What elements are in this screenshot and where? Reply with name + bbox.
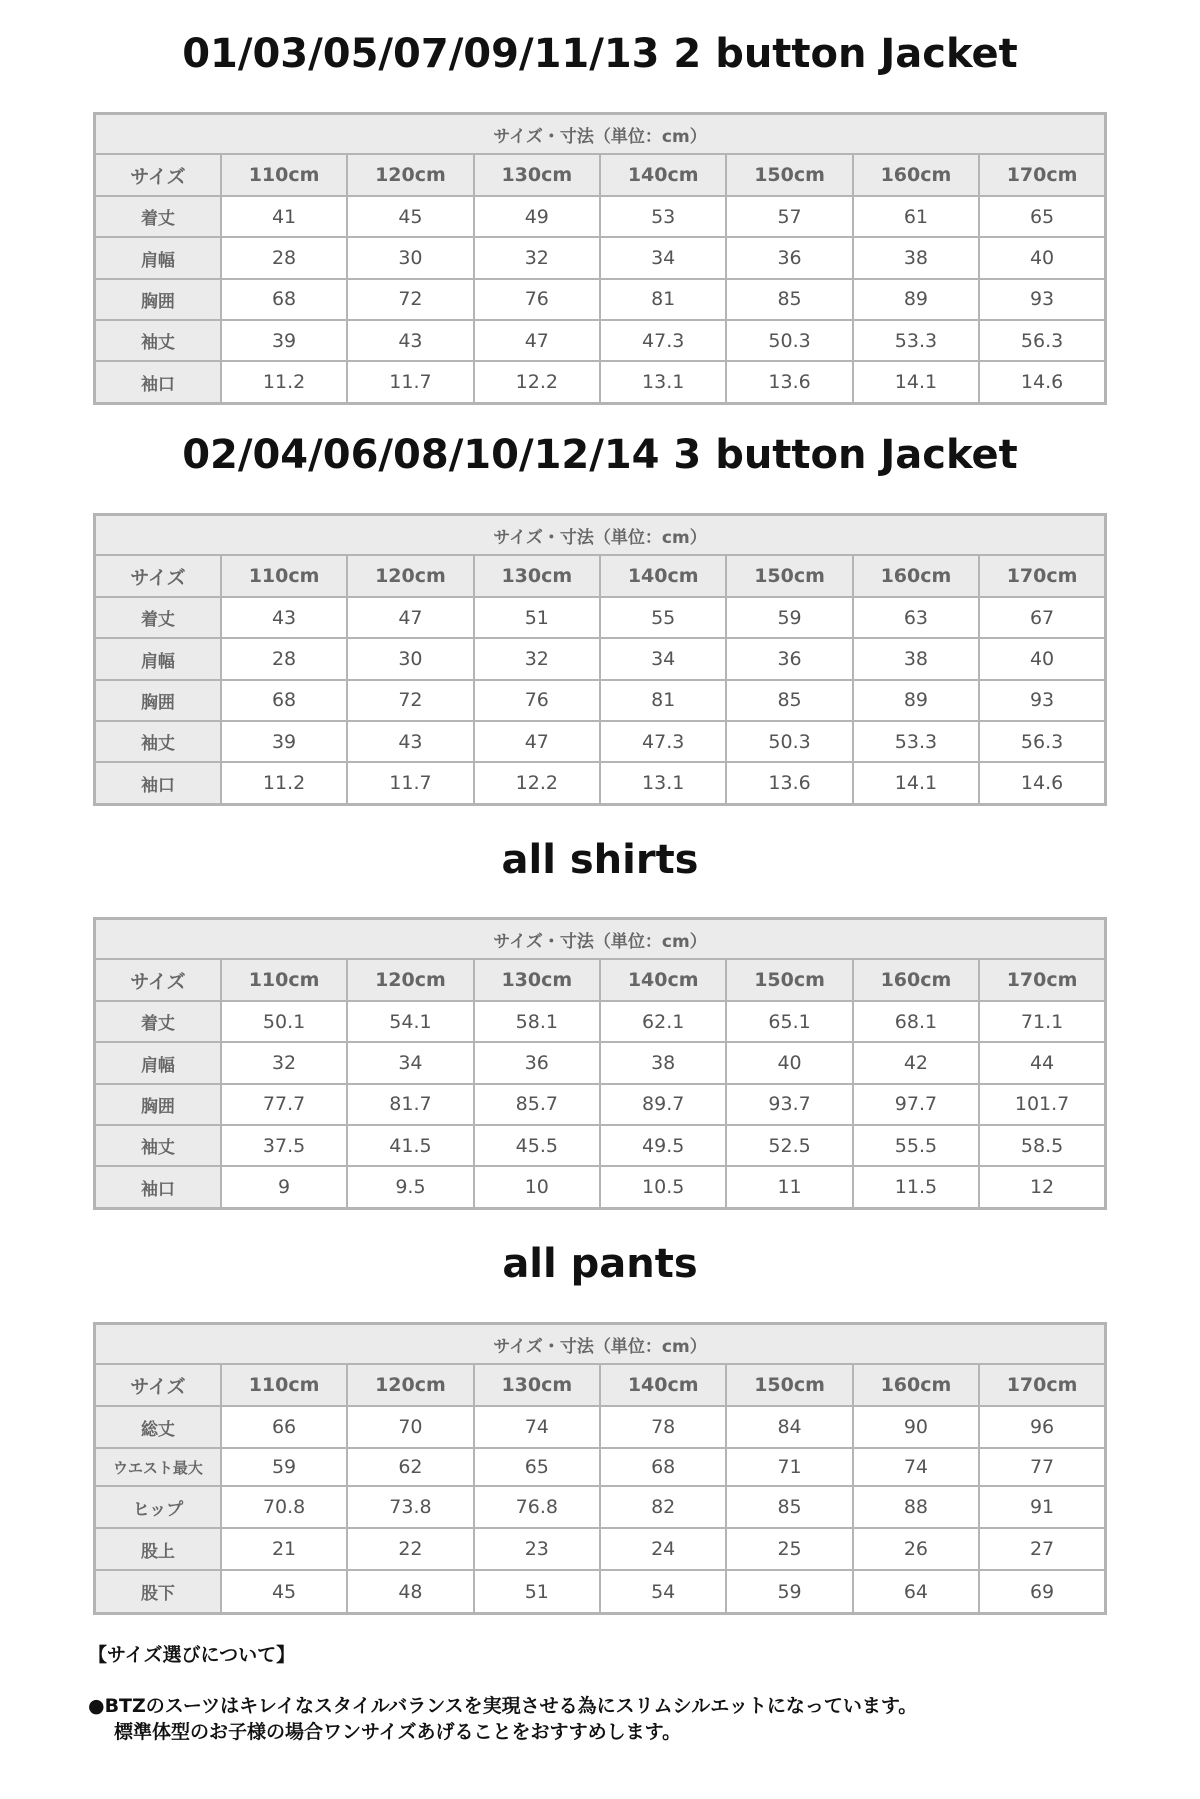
table-row	[95, 721, 1106, 762]
table-caption: サイズ・寸法（単位：cm）	[95, 114, 1106, 155]
size-table	[93, 112, 1107, 405]
table-cell: 69	[979, 1570, 1105, 1613]
size-col-header: 150cm	[726, 154, 852, 196]
notes-line: ●BTZのスーツはキレイなスタイルバランスを実現させる為にスリムシルエットになっています。	[88, 1695, 918, 1717]
table-row	[95, 1001, 1106, 1042]
table-cell: 24	[600, 1528, 726, 1570]
size-col-header: 170cm	[979, 154, 1105, 196]
table-cell: 11.2	[221, 361, 347, 403]
section-title: 02/04/06/08/10/12/14 3 button Jacket	[182, 432, 1018, 478]
row-label: 袖丈	[95, 320, 221, 361]
table-cell: 40	[979, 237, 1105, 278]
table-cell: 62.1	[600, 1001, 726, 1042]
row-label: 袖丈	[95, 1125, 221, 1166]
size-col-header: 120cm	[347, 154, 473, 196]
table-cell: 76	[474, 680, 600, 721]
table-cell: 85	[726, 680, 852, 721]
table-cell: 34	[600, 638, 726, 679]
table-cell: 51	[474, 597, 600, 638]
table-cell: 11.7	[347, 762, 473, 804]
table-cell: 30	[347, 237, 473, 278]
table-cell: 55.5	[853, 1125, 979, 1166]
table-cell: 53.3	[853, 320, 979, 361]
table-cell: 23	[474, 1528, 600, 1570]
table-cell: 37.5	[221, 1125, 347, 1166]
table-cell: 58.5	[979, 1125, 1105, 1166]
table-cell: 45.5	[474, 1125, 600, 1166]
table-row	[95, 1125, 1106, 1166]
size-header-label: サイズ	[95, 1364, 221, 1406]
table-cell: 70.8	[221, 1486, 347, 1528]
table-cell: 14.6	[979, 361, 1105, 403]
size-col-header: 150cm	[726, 959, 852, 1001]
notes-line: 標準体型のお子様の場合ワンサイズあげることをおすすめします。	[114, 1721, 682, 1743]
size-header-row	[95, 1364, 1106, 1406]
size-header-row	[95, 555, 1106, 597]
table-cell: 72	[347, 680, 473, 721]
table-cell: 48	[347, 1570, 473, 1613]
table-cell: 91	[979, 1486, 1105, 1528]
table-cell: 96	[979, 1406, 1105, 1448]
row-label: 袖丈	[95, 721, 221, 762]
table-cell: 14.6	[979, 762, 1105, 804]
table-cell: 38	[853, 237, 979, 278]
table-cell: 85	[726, 1486, 852, 1528]
table-row	[95, 361, 1106, 403]
table-cell: 93	[979, 279, 1105, 320]
table-cell: 53.3	[853, 721, 979, 762]
table-cell: 39	[221, 721, 347, 762]
size-col-header: 140cm	[600, 1364, 726, 1406]
row-label: 肩幅	[95, 638, 221, 679]
table-cell: 81.7	[347, 1084, 473, 1125]
size-col-header: 130cm	[474, 555, 600, 597]
size-header-row	[95, 154, 1106, 196]
table-cell: 49.5	[600, 1125, 726, 1166]
table-cell: 50.3	[726, 721, 852, 762]
table-cell: 13.1	[600, 361, 726, 403]
table-cell: 56.3	[979, 721, 1105, 762]
table-cell: 36	[474, 1042, 600, 1083]
table-cell: 81	[600, 279, 726, 320]
size-col-header: 170cm	[979, 959, 1105, 1001]
table-cell: 59	[726, 597, 852, 638]
table-cell: 59	[221, 1448, 347, 1486]
row-label: ヒップ	[95, 1486, 221, 1528]
table-cell: 85.7	[474, 1084, 600, 1125]
table-cell: 93.7	[726, 1084, 852, 1125]
table-cell: 101.7	[979, 1084, 1105, 1125]
table-cell: 11.2	[221, 762, 347, 804]
table-cell: 55	[600, 597, 726, 638]
table-cell: 57	[726, 196, 852, 237]
table-cell: 66	[221, 1406, 347, 1448]
size-header-row	[95, 959, 1106, 1001]
table-cell: 11.7	[347, 361, 473, 403]
table-cell: 36	[726, 638, 852, 679]
table-row	[95, 597, 1106, 638]
table-cell: 40	[979, 638, 1105, 679]
table-cell: 10.5	[600, 1166, 726, 1208]
row-label: 胸囲	[95, 279, 221, 320]
table-caption: サイズ・寸法（単位：cm）	[95, 1324, 1106, 1365]
row-label: 股上	[95, 1528, 221, 1570]
table-cell: 97.7	[853, 1084, 979, 1125]
table-cell: 61	[853, 196, 979, 237]
table-cell: 28	[221, 237, 347, 278]
table-cell: 88	[853, 1486, 979, 1528]
table-row	[95, 196, 1106, 237]
table-cell: 65	[979, 196, 1105, 237]
size-col-header: 110cm	[221, 1364, 347, 1406]
table-cell: 54.1	[347, 1001, 473, 1042]
table-cell: 68	[600, 1448, 726, 1486]
table-cell: 67	[979, 597, 1105, 638]
table-cell: 63	[853, 597, 979, 638]
table-cell: 36	[726, 237, 852, 278]
table-cell: 40	[726, 1042, 852, 1083]
row-label: 股下	[95, 1570, 221, 1613]
table-cell: 56.3	[979, 320, 1105, 361]
table-row	[95, 1406, 1106, 1448]
table-cell: 74	[853, 1448, 979, 1486]
table-row	[95, 638, 1106, 679]
size-col-header: 150cm	[726, 555, 852, 597]
size-notes	[88, 1640, 1188, 1745]
table-cell: 54	[600, 1570, 726, 1613]
size-col-header: 140cm	[600, 555, 726, 597]
section-title: all shirts	[501, 837, 699, 883]
size-col-header: 160cm	[853, 154, 979, 196]
table-cell: 47	[474, 721, 600, 762]
table-row	[95, 320, 1106, 361]
table-cell: 82	[600, 1486, 726, 1528]
table-cell: 45	[347, 196, 473, 237]
table-cell: 68	[221, 279, 347, 320]
table-cell: 53	[600, 196, 726, 237]
table-cell: 14.1	[853, 762, 979, 804]
table-caption: サイズ・寸法（単位：cm）	[95, 515, 1106, 556]
table-row	[95, 279, 1106, 320]
table-cell: 62	[347, 1448, 473, 1486]
size-col-header: 160cm	[853, 555, 979, 597]
table-cell: 27	[979, 1528, 1105, 1570]
table-cell: 30	[347, 638, 473, 679]
table-cell: 51	[474, 1570, 600, 1613]
notes-heading: 【サイズ選びについて】	[88, 1644, 296, 1666]
table-cell: 89	[853, 680, 979, 721]
table-cell: 64	[853, 1570, 979, 1613]
table-cell: 10	[474, 1166, 600, 1208]
size-col-header: 160cm	[853, 1364, 979, 1406]
row-label: ウエスト最大	[95, 1448, 221, 1486]
table-cell: 12.2	[474, 361, 600, 403]
table-cell: 47.3	[600, 320, 726, 361]
size-col-header: 170cm	[979, 555, 1105, 597]
table-row	[95, 1570, 1106, 1613]
size-col-header: 160cm	[853, 959, 979, 1001]
table-cell: 13.6	[726, 762, 852, 804]
size-col-header: 130cm	[474, 1364, 600, 1406]
table-row	[95, 1448, 1106, 1486]
table-cell: 90	[853, 1406, 979, 1448]
size-header-label: サイズ	[95, 959, 221, 1001]
table-cell: 68	[221, 680, 347, 721]
table-cell: 89	[853, 279, 979, 320]
table-cell: 74	[474, 1406, 600, 1448]
table-cell: 9.5	[347, 1166, 473, 1208]
table-cell: 22	[347, 1528, 473, 1570]
table-cell: 41.5	[347, 1125, 473, 1166]
size-col-header: 110cm	[221, 555, 347, 597]
table-cell: 9	[221, 1166, 347, 1208]
size-col-header: 120cm	[347, 1364, 473, 1406]
table-cell: 73.8	[347, 1486, 473, 1528]
table-cell: 49	[474, 196, 600, 237]
table-cell: 14.1	[853, 361, 979, 403]
table-cell: 70	[347, 1406, 473, 1448]
size-col-header: 140cm	[600, 154, 726, 196]
table-cell: 11.5	[853, 1166, 979, 1208]
size-col-header: 130cm	[474, 959, 600, 1001]
size-col-header: 110cm	[221, 154, 347, 196]
table-cell: 13.6	[726, 361, 852, 403]
table-cell: 85	[726, 279, 852, 320]
row-label: 胸囲	[95, 680, 221, 721]
table-cell: 84	[726, 1406, 852, 1448]
table-cell: 41	[221, 196, 347, 237]
row-label: 袖口	[95, 762, 221, 804]
table-cell: 71.1	[979, 1001, 1105, 1042]
table-row	[95, 680, 1106, 721]
table-cell: 43	[347, 721, 473, 762]
table-cell: 47	[474, 320, 600, 361]
table-cell: 34	[347, 1042, 473, 1083]
table-cell: 44	[979, 1042, 1105, 1083]
table-cell: 76	[474, 279, 600, 320]
row-label: 着丈	[95, 196, 221, 237]
table-cell: 50.1	[221, 1001, 347, 1042]
size-col-header: 130cm	[474, 154, 600, 196]
table-cell: 77	[979, 1448, 1105, 1486]
size-col-header: 140cm	[600, 959, 726, 1001]
table-cell: 65.1	[726, 1001, 852, 1042]
row-label: 袖口	[95, 1166, 221, 1208]
size-col-header: 110cm	[221, 959, 347, 1001]
table-cell: 38	[853, 638, 979, 679]
table-row	[95, 762, 1106, 804]
table-cell: 89.7	[600, 1084, 726, 1125]
table-row	[95, 1084, 1106, 1125]
table-cell: 39	[221, 320, 347, 361]
row-label: 肩幅	[95, 1042, 221, 1083]
table-caption: サイズ・寸法（単位：cm）	[95, 919, 1106, 960]
table-cell: 47.3	[600, 721, 726, 762]
size-table	[93, 917, 1107, 1210]
table-cell: 93	[979, 680, 1105, 721]
table-cell: 72	[347, 279, 473, 320]
table-cell: 59	[726, 1570, 852, 1613]
table-cell: 65	[474, 1448, 600, 1486]
table-cell: 34	[600, 237, 726, 278]
size-col-header: 120cm	[347, 555, 473, 597]
table-row	[95, 1042, 1106, 1083]
row-label: 肩幅	[95, 237, 221, 278]
row-label: 袖口	[95, 361, 221, 403]
table-cell: 43	[347, 320, 473, 361]
table-row	[95, 1486, 1106, 1528]
table-cell: 68.1	[853, 1001, 979, 1042]
table-cell: 50.3	[726, 320, 852, 361]
table-cell: 43	[221, 597, 347, 638]
table-cell: 77.7	[221, 1084, 347, 1125]
table-cell: 32	[474, 638, 600, 679]
size-col-header: 120cm	[347, 959, 473, 1001]
table-cell: 12.2	[474, 762, 600, 804]
table-cell: 13.1	[600, 762, 726, 804]
table-cell: 11	[726, 1166, 852, 1208]
table-cell: 32	[221, 1042, 347, 1083]
table-cell: 71	[726, 1448, 852, 1486]
table-cell: 21	[221, 1528, 347, 1570]
table-cell: 12	[979, 1166, 1105, 1208]
section-title: all pants	[502, 1241, 698, 1287]
row-label: 総丈	[95, 1406, 221, 1448]
size-table	[93, 1322, 1107, 1615]
size-header-label: サイズ	[95, 154, 221, 196]
size-col-header: 150cm	[726, 1364, 852, 1406]
table-cell: 47	[347, 597, 473, 638]
table-cell: 45	[221, 1570, 347, 1613]
table-cell: 42	[853, 1042, 979, 1083]
table-cell: 38	[600, 1042, 726, 1083]
table-cell: 28	[221, 638, 347, 679]
table-cell: 81	[600, 680, 726, 721]
size-table	[93, 513, 1107, 806]
row-label: 胸囲	[95, 1084, 221, 1125]
row-label: 着丈	[95, 597, 221, 638]
table-row	[95, 237, 1106, 278]
size-header-label: サイズ	[95, 555, 221, 597]
table-cell: 26	[853, 1528, 979, 1570]
section-title: 01/03/05/07/09/11/13 2 button Jacket	[182, 31, 1018, 77]
table-cell: 25	[726, 1528, 852, 1570]
row-label: 着丈	[95, 1001, 221, 1042]
table-cell: 32	[474, 237, 600, 278]
table-cell: 52.5	[726, 1125, 852, 1166]
table-row	[95, 1528, 1106, 1570]
table-cell: 76.8	[474, 1486, 600, 1528]
table-row	[95, 1166, 1106, 1208]
size-col-header: 170cm	[979, 1364, 1105, 1406]
table-cell: 78	[600, 1406, 726, 1448]
table-cell: 58.1	[474, 1001, 600, 1042]
